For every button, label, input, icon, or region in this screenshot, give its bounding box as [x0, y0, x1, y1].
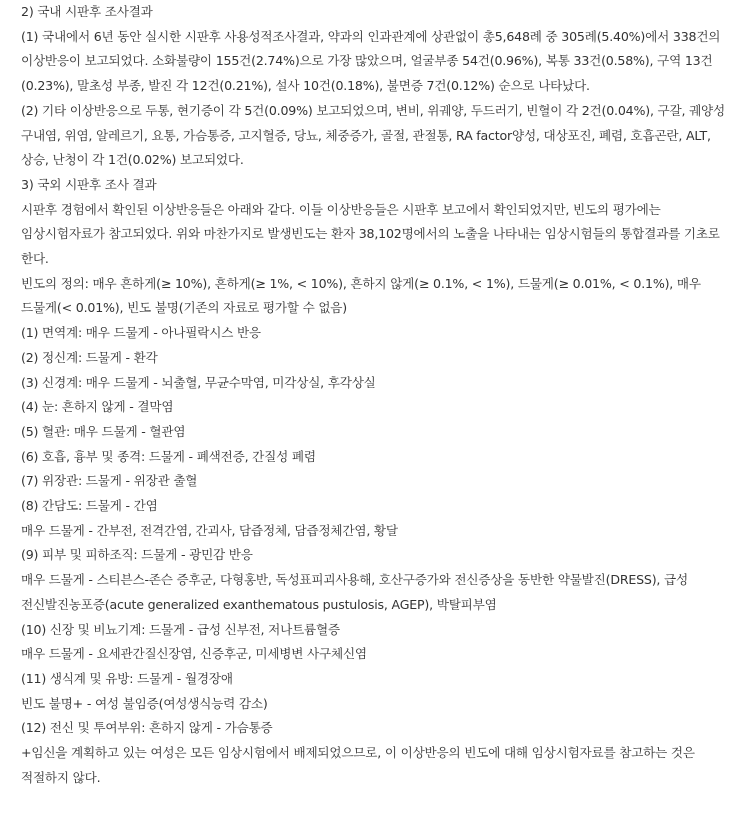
list-item-skin-very-rare: 매우 드물게 - 스티븐스-존슨 증후군, 다형홍반, 독성표피괴사용해, 호산구증가와 전신증상을 동반한 약물발진(DRESS), 급성 전신발진농포증(acute generalized exanthematous pustulosis, AGEP), 박탈피부염 [21, 572, 688, 612]
section-heading-overseas: 3) 국외 시판후 조사 결과 [21, 176, 157, 192]
list-item-gastrointestinal: (7) 위장관: 드물게 - 위장관 출혈 [21, 473, 198, 489]
list-item-psychiatric: (2) 정신계: 드물게 - 환각 [21, 349, 158, 365]
section-heading-domestic: 2) 국내 시판후 조사결과 [21, 4, 153, 19]
list-item-hepatobiliary-very-rare: 매우 드물게 - 간부전, 전격간염, 간괴사, 담즙정체, 담즙정체간염, 황달 [21, 522, 398, 538]
list-item-hepatobiliary: (8) 간담도: 드물게 - 간염 [21, 498, 158, 514]
paragraph-domestic-1: (1) 국내에서 6년 동안 실시한 시판후 사용성적조사결과, 약과의 인과관계에 상관없이 총5,648례 중 305례(5.40%)에서 338건의 이상반응이 보고되었다. 소화불량이 155건(2.74%)으로 가장 많았으며, 얼굴부종 54건(0.96%), 복통 33건(0.58%), 구역 13건(0.23%), 말초성 부종, 발진 각 12건(0.21%), 설사 10건(0.18%), 불면증 7건(0.12%) 순으로 나타났다. [21, 28, 721, 94]
list-item-renal: (10) 신장 및 비뇨기계: 드물게 - 급성 신부전, 저나트륨혈증 [21, 621, 340, 637]
paragraph-overseas-intro: 시판후 경험에서 확인된 이상반응들은 아래와 같다. 이들 이상반응들은 시판후 보고에서 확인되었지만, 빈도의 평가에는 임상시험자료가 참고되었다. 위와 마찬가지로 발생빈도는 환자 38,102명에서의 노출을 나타내는 임상시험들의 통합결과를 기초로 한다. [21, 201, 720, 267]
list-item-reproductive: (11) 생식계 및 유방: 드물게 - 월경장애 [21, 670, 233, 686]
list-item-nervous: (3) 신경계: 매우 드물게 - 뇌출혈, 무균수막염, 미각상실, 후각상실 [21, 374, 376, 390]
list-item-skin: (9) 피부 및 피하조직: 드물게 - 광민감 반응 [21, 547, 253, 563]
list-item-general: (12) 전신 및 투여부위: 흔하지 않게 - 가슴통증 [21, 720, 273, 736]
list-item-eye: (4) 눈: 흔하지 않게 - 결막염 [21, 399, 174, 415]
frequency-definition: 빈도의 정의: 매우 흔하게(≥ 10%), 흔하게(≥ 1%, < 10%), 흔하지 않게(≥ 0.1%, < 1%), 드물게(≥ 0.01%, < 0.1%), 매우 드물게(< 0.01%), 빈도 불명(기존의 자료로 평가할 수 없음) [21, 275, 701, 316]
footnote: +임신을 계획하고 있는 여성은 모든 임상시험에서 배제되었으므로, 이 이상반응의 빈도에 대해 임상시험자료를 참고하는 것은 적절하지 않다. [21, 745, 695, 785]
list-item-immune: (1) 면역계: 매우 드물게 - 아나필락시스 반응 [21, 325, 261, 341]
list-item-renal-very-rare: 매우 드물게 - 요세관간질신장염, 신증후군, 미세병변 사구체신염 [21, 646, 367, 662]
list-item-reproductive-unknown: 빈도 불명+ - 여성 불임증(여성생식능력 감소) [21, 695, 268, 711]
paragraph-domestic-2: (2) 기타 이상반응으로 두통, 현기증이 각 5건(0.09%) 보고되었으며, 변비, 위궤양, 두드러기, 빈혈이 각 2건(0.04%), 구갈, 궤양성 구내염, 위염, 알레르기, 요통, 가슴통증, 고지혈증, 당뇨, 체중증가, 골절, 관절통, RA factor양성, 대상포진, 폐렴, 호흡곤란, ALT, 상승, 난청이 각 1건(0.02%) 보고되었다. [21, 102, 725, 168]
list-item-vascular: (5) 혈관: 매우 드물게 - 혈관염 [21, 423, 186, 439]
list-item-respiratory: (6) 호흡, 흉부 및 종격: 드물게 - 폐색전증, 간질성 폐렴 [21, 448, 316, 464]
